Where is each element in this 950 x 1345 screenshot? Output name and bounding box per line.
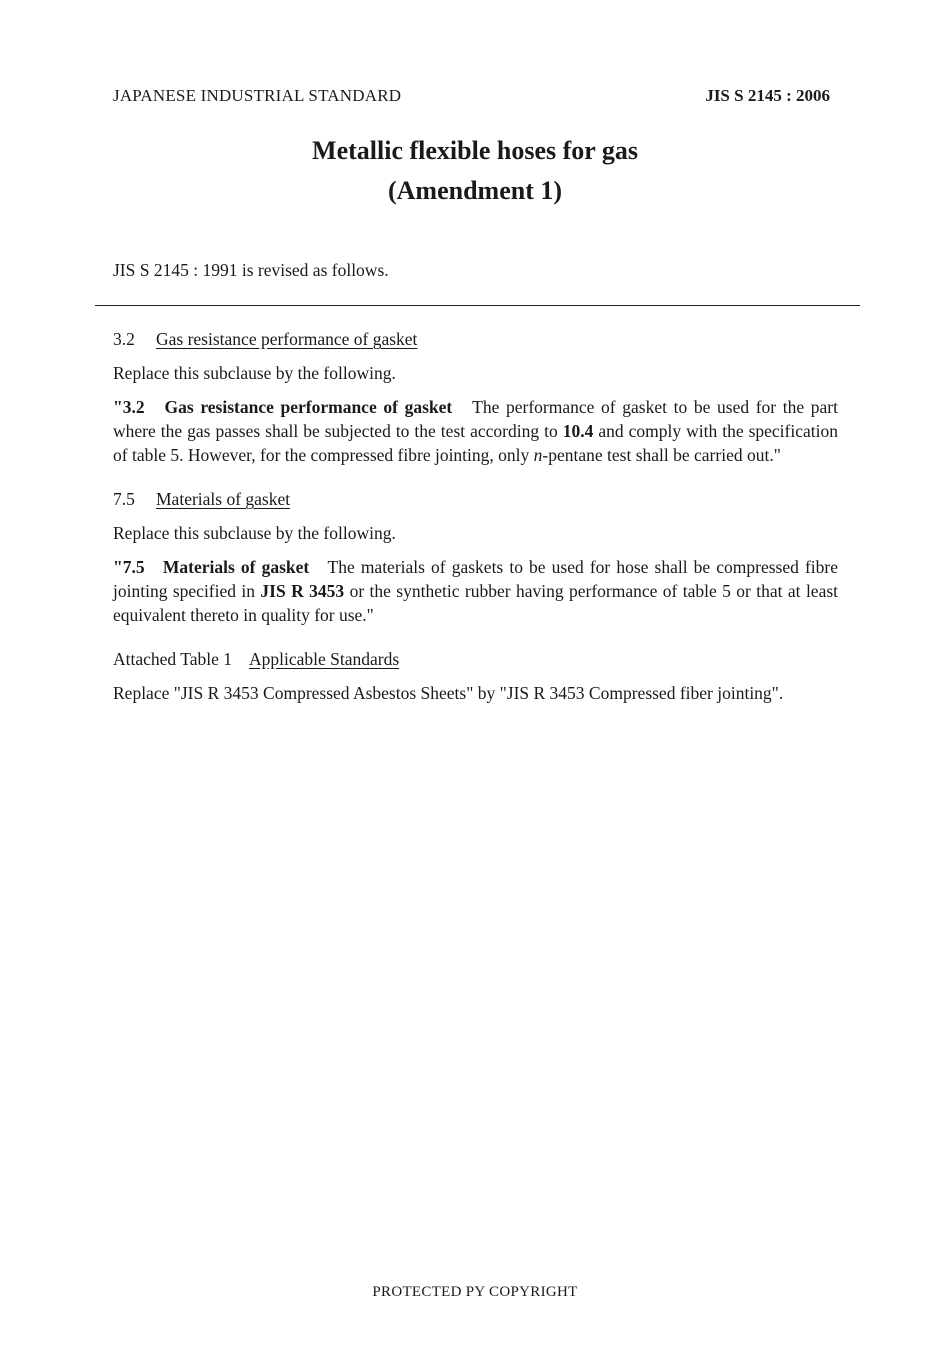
- standard-reference: JIS R 3453: [260, 581, 345, 601]
- divider: [95, 305, 860, 306]
- section-heading: [113, 487, 838, 511]
- section-title: Gas resistance performance of gasket: [156, 329, 418, 349]
- document-subtitle: (Amendment 1): [387, 176, 563, 205]
- body-text: and comply with the specification of table 5. However, for the compressed fibre jointing, only: [113, 421, 838, 465]
- clause-reference: 10.4: [562, 421, 594, 441]
- section-number: 3.2: [113, 329, 135, 349]
- section-number: 7.5: [113, 489, 135, 509]
- section-instruction: Replace this subclause by the following.: [113, 523, 396, 543]
- attached-table-label: Attached Table 1: [113, 649, 232, 669]
- body-text: or the synthetic rubber having performance of table 5 or that at least equivalent thereto in quality for use.": [113, 581, 839, 625]
- section-replacement-text: Replace "JIS R 3453 Compressed Asbestos Sheets" by "JIS R 3453 Compressed fiber jointing".: [113, 683, 784, 703]
- header-standard-number: JIS S 2145 : 2006: [705, 86, 830, 105]
- document-body: [113, 327, 838, 705]
- section-replacement-text: [113, 395, 838, 467]
- quote-number: "7.5: [113, 557, 145, 577]
- footer-copyright: PROTECTED PY COPYRIGHT: [372, 1284, 578, 1300]
- document-title: Metallic flexible hoses for gas: [312, 136, 638, 165]
- section-instruction: Replace this subclause by the following.: [113, 363, 396, 383]
- intro-text: JIS S 2145 : 1991 is revised as follows.: [113, 260, 389, 280]
- section-title: Materials of gasket: [156, 489, 291, 509]
- quote-title: Gas resistance performance of gasket: [164, 397, 453, 417]
- header-standard-label: JAPANESE INDUSTRIAL STANDARD: [113, 86, 402, 105]
- section-heading: [113, 327, 838, 351]
- body-text: The performance of gasket to be used for the part where the gas passes shall be subjected to the test according to: [113, 397, 838, 441]
- body-text: -pentane test shall be carried out.": [542, 445, 781, 465]
- section-heading: [113, 647, 838, 671]
- section-replacement-text: [113, 555, 838, 627]
- quote-title: Materials of gasket: [162, 557, 310, 577]
- section-title: Applicable Standards: [248, 649, 400, 669]
- italic-variable: n: [533, 445, 543, 465]
- quote-number: "3.2: [113, 397, 145, 417]
- body-text: The materials of gaskets to be used for hose shall be compressed fibre jointing specified in: [113, 557, 839, 601]
